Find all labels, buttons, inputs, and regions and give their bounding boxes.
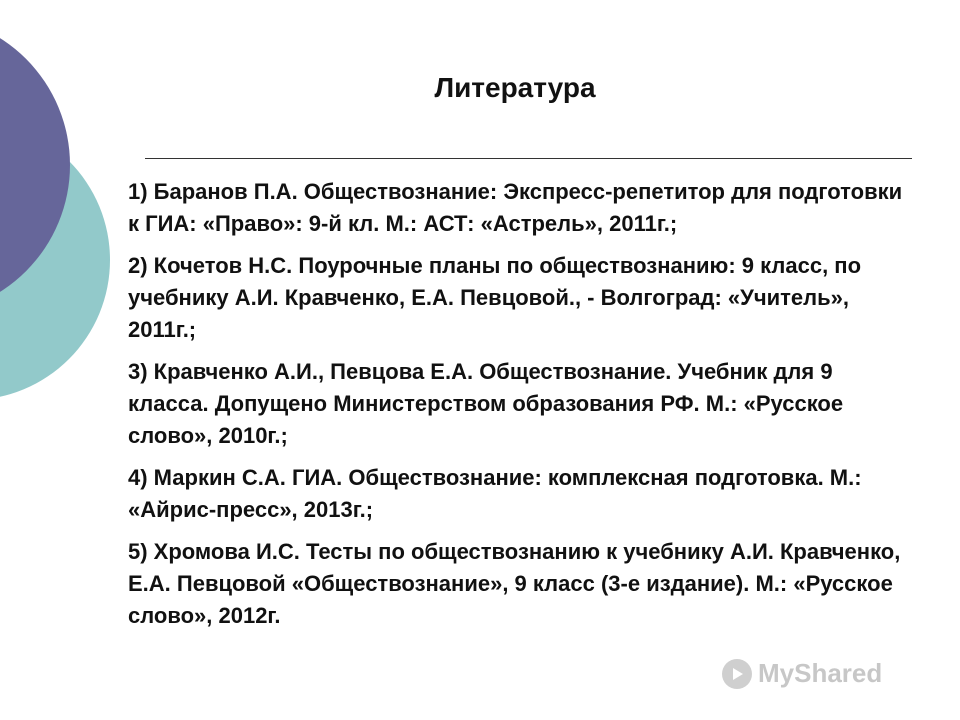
watermark-text: MyShared	[758, 658, 883, 688]
play-icon	[722, 659, 752, 689]
reference-item-3: 3) Кравченко А.И., Певцова Е.А. Обществознание. Учебник для 9 класса. Допущено Министерством образования РФ. М.: «Русское слово», 2010г.;	[128, 359, 844, 448]
reference-list	[128, 176, 918, 642]
reference-item-4: 4) Маркин С.А. ГИА. Обществознание: комплексная подготовка. М.: «Айрис-пресс», 2013г.;	[128, 465, 862, 522]
reference-item-5: 5) Хромова И.С. Тесты по обществознанию к учебнику А.И. Кравченко, Е.А. Певцовой «Обществознание», 9 класс (3-е издание). М.: «Русское слово», 2012г.	[128, 539, 901, 628]
reference-item-1: 1) Баранов П.А. Обществознание: Экспресс-репетитор для подготовки к ГИА: «Право»: 9-й кл. М.: АСТ: «Астрель», 2011г.;	[128, 179, 903, 236]
title-divider	[145, 158, 912, 159]
slide-title: Литература	[434, 72, 596, 103]
watermark	[722, 658, 882, 689]
reference-item-2: 2) Кочетов Н.С. Поурочные планы по обществознанию: 9 класс, по учебнику А.И. Кравченко, Е.А. Певцовой., - Волгоград: «Учитель», 2011г.;	[128, 253, 862, 342]
